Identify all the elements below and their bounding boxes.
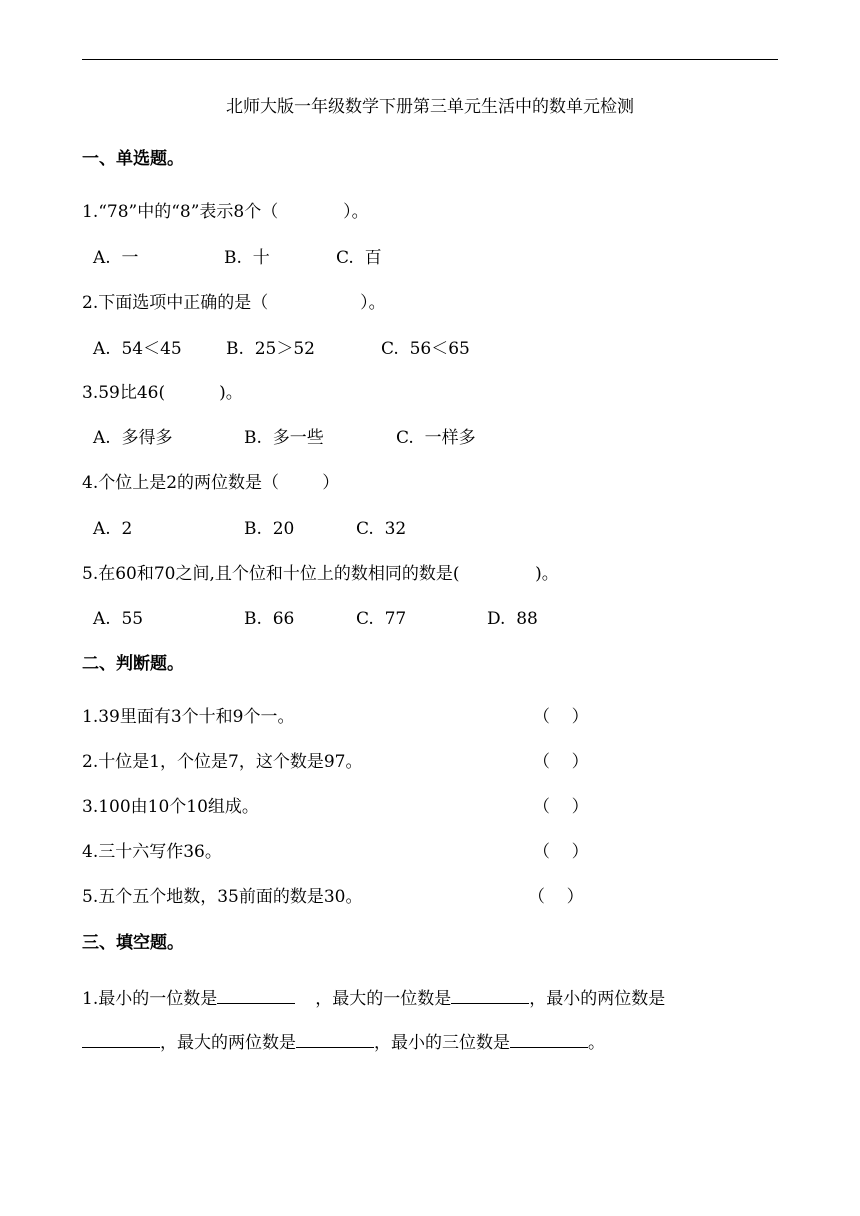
judge-item-3: 3.100由10个10组成。	[82, 797, 259, 817]
q1-option-c[interactable]: C. 百	[336, 248, 382, 268]
fill-blank-4[interactable]	[296, 1029, 374, 1048]
judge-answer-5[interactable]: （ ）	[528, 887, 584, 907]
fill-text-part-1: 1.最小的一位数是	[82, 989, 218, 1009]
section-heading-fill-blank: 三、填空题。	[82, 933, 184, 953]
question-4: 4.个位上是2的两位数是（ ）	[82, 473, 340, 493]
header-rule	[82, 59, 778, 60]
fill-blank-3[interactable]	[82, 1029, 160, 1048]
q1-option-a[interactable]: A. 一	[93, 248, 139, 268]
judge-answer-3[interactable]: （ ）	[533, 797, 589, 817]
q4-option-c[interactable]: C. 32	[356, 519, 407, 539]
judge-item-2: 2.十位是1，个位是7，这个数是97。	[82, 752, 363, 772]
q2-option-a[interactable]: A. 54＜45	[93, 339, 182, 359]
q5-option-b[interactable]: B. 66	[244, 609, 295, 629]
fill-text-part-5: ，最小的三位数是	[374, 1033, 510, 1053]
q5-option-d[interactable]: D. 88	[487, 609, 538, 629]
fill-text-part-2: ，最大的一位数是	[315, 989, 452, 1009]
judge-answer-2[interactable]: （ ）	[533, 752, 589, 772]
q3-option-c[interactable]: C. 一样多	[396, 428, 476, 448]
judge-answer-1[interactable]: （ ）	[533, 707, 589, 727]
fill-blank-1[interactable]	[217, 985, 295, 1004]
q4-option-a[interactable]: A. 2	[93, 519, 133, 539]
q3-option-b[interactable]: B. 多一些	[244, 428, 324, 448]
judge-item-4: 4.三十六写作36。	[82, 842, 222, 862]
judge-item-1: 1.39里面有3个十和9个一。	[82, 707, 295, 727]
section-heading-true-false: 二、判断题。	[82, 654, 184, 674]
question-5: 5.在60和70之间,且个位和十位上的数相同的数是( )。	[82, 564, 559, 584]
section-heading-single-choice: 一、单选题。	[82, 149, 184, 169]
q5-option-a[interactable]: A. 55	[93, 609, 144, 629]
judge-item-5: 5.五个五个地数，35前面的数是30。	[82, 887, 363, 907]
question-1: 1.“78”中的“8”表示8个（ ）。	[82, 202, 369, 222]
q4-option-b[interactable]: B. 20	[244, 519, 295, 539]
fill-question-1-line-1	[82, 985, 665, 1011]
fill-blank-5[interactable]	[510, 1029, 588, 1048]
question-3: 3.59比46( )。	[82, 383, 243, 403]
fill-blank-2[interactable]	[451, 985, 529, 1004]
q1-option-b[interactable]: B. 十	[224, 248, 270, 268]
question-2: 2.下面选项中正确的是（ ）。	[82, 293, 386, 313]
page-title: 北师大版一年级数学下册第三单元生活中的数单元检测	[226, 97, 634, 117]
fill-text-part-3: ，最小的两位数是	[529, 989, 666, 1009]
judge-answer-4[interactable]: （ ）	[533, 842, 589, 862]
fill-question-1-line-2	[82, 1029, 605, 1055]
q5-option-c[interactable]: C. 77	[356, 609, 407, 629]
q3-option-a[interactable]: A. 多得多	[93, 428, 173, 448]
q2-option-b[interactable]: B. 25＞52	[226, 339, 315, 359]
fill-text-part-6: 。	[588, 1033, 605, 1053]
fill-text-part-4: ，最大的两位数是	[160, 1033, 296, 1053]
q2-option-c[interactable]: C. 56＜65	[381, 339, 470, 359]
